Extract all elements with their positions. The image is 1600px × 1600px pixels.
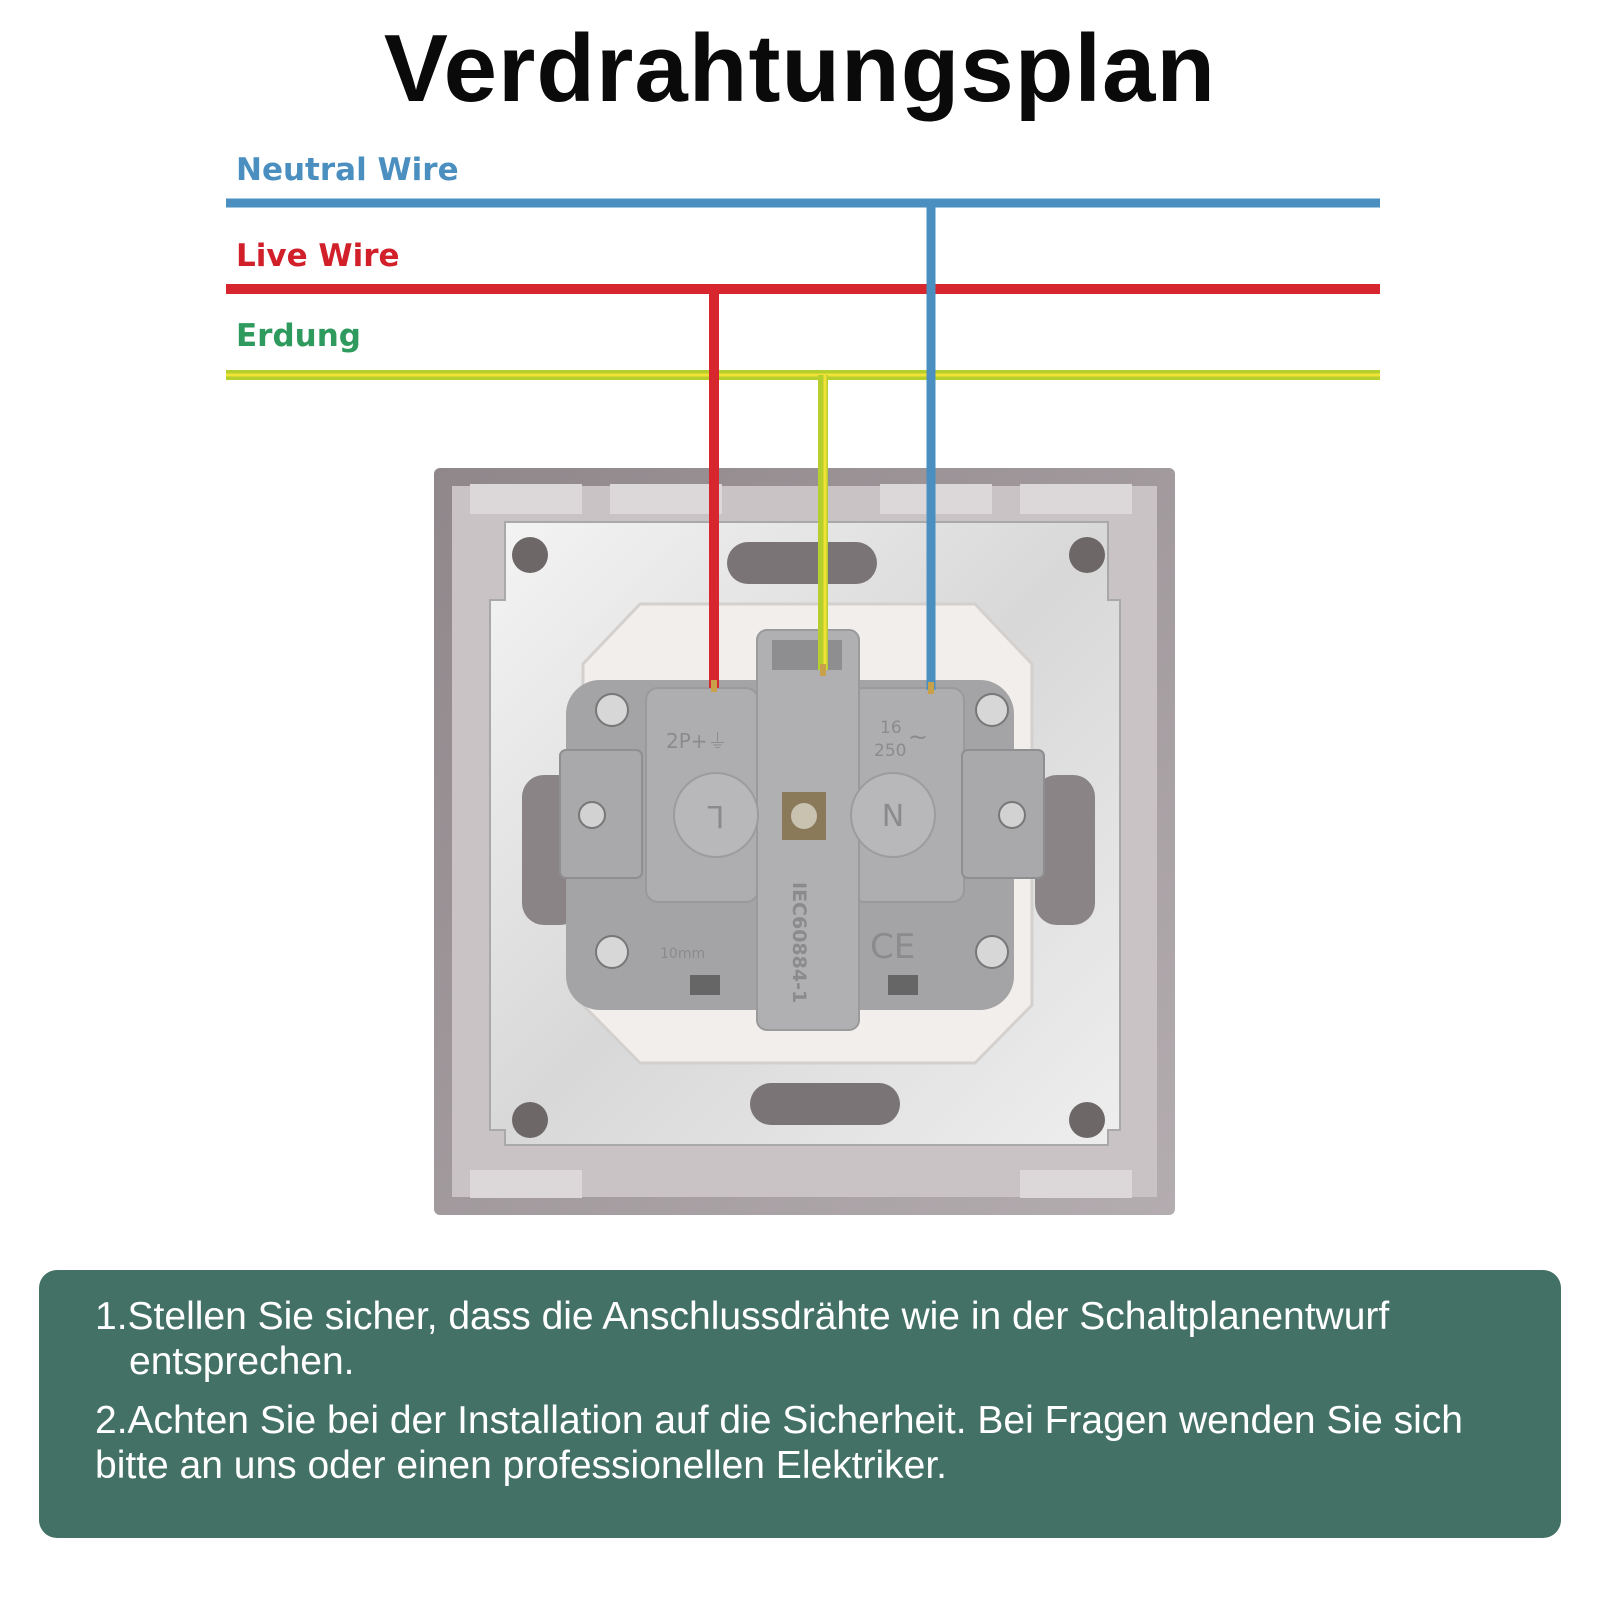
bus-wires bbox=[226, 203, 1380, 375]
neutral-terminal-label: N bbox=[881, 799, 905, 834]
rating-marking: 2P+⏚ bbox=[666, 729, 728, 753]
instructions-panel bbox=[39, 1270, 1561, 1538]
live-wire-label: Live Wire bbox=[236, 238, 400, 274]
strip-length-marking: 10mm bbox=[660, 946, 706, 962]
instruction-step-2: 2.Achten Sie bei der Installation auf die Sicherheit. Bei Fragen wenden Sie sich bitte an uns oder einen professionellen Elektriker. bbox=[95, 1399, 1463, 1487]
ac-symbol: ~ bbox=[908, 723, 929, 751]
screw-hole-bottom-left bbox=[512, 1102, 548, 1138]
live-terminal-label: L bbox=[707, 798, 725, 833]
voltage-marking: 250 bbox=[874, 741, 907, 761]
neutral-wire-label: Neutral Wire bbox=[236, 152, 459, 188]
diagram-title: Verdrahtungsplan bbox=[383, 15, 1217, 122]
instruction-step-1: 1.Stellen Sie sicher, dass die Anschlussdrähte wie in der Schaltplanentwurf entsprechen. bbox=[95, 1295, 1390, 1383]
screw-hole-top-right bbox=[1069, 537, 1105, 573]
screw-hole-bottom-right bbox=[1069, 1102, 1105, 1138]
current-marking: 16 bbox=[880, 718, 902, 738]
standard-marking: IEC60884-1 bbox=[788, 882, 810, 1004]
earth-wire-label: Erdung bbox=[236, 318, 361, 354]
screw-hole-top-left bbox=[512, 537, 548, 573]
ce-marking: CE bbox=[870, 927, 916, 967]
